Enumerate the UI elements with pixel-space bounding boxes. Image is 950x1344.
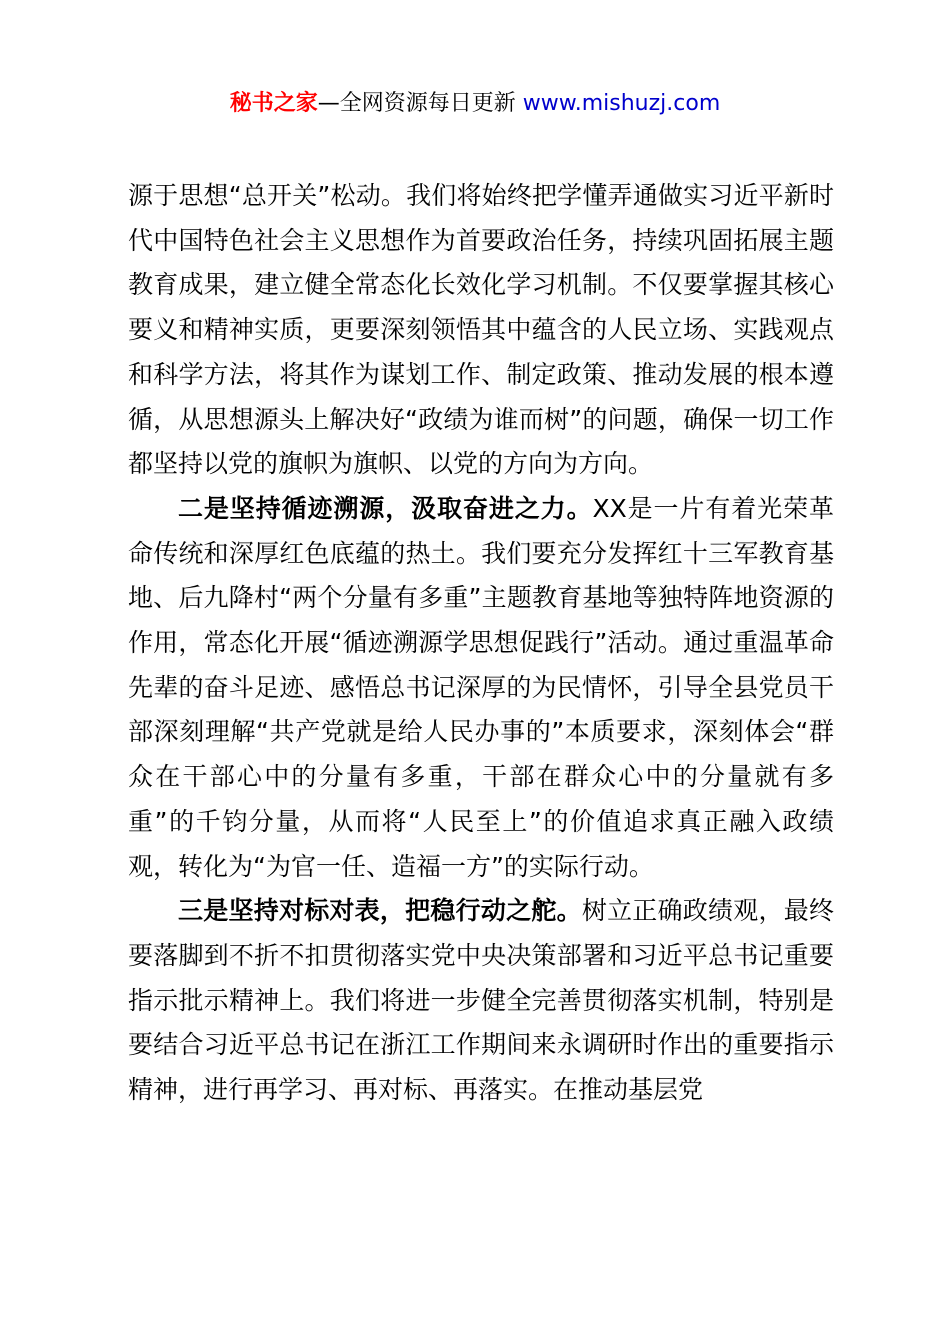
paragraph-2: [128, 487, 834, 889]
paragraph-3-text: 树立正确政绩观，最终要落脚到不折不扣贯彻落实党中央决策部署和习近平总书记重要指示批示精神上。我们将进一步健全完善贯彻落实机制，特别是要结合习近平总书记在浙江工作期间来永调研时作出的重要指示精神，进行再学习、再对标、再落实。在推动基层党: [128, 896, 834, 1105]
paragraph-1-text: 源于思想“总开关”松动。我们将始终把学懂弄通做实习近平新时代中国特色社会主义思想作为首要政治任务，持续巩固拓展主题教育成果，建立健全常态化长效化学习机制。不仅要掌握其核心要义和精神实质，更要深刻领悟其中蕴含的人民立场、实践观点和科学方法，将其作为谋划工作、制定政策、推动发展的根本遵循，从思想源头上解决好“政绩为谁而树”的问题，确保一切工作都坚持以党的旗帜为旗帜、以党的方向为方向。: [128, 181, 834, 479]
header-tagline: —全网资源每日更新: [317, 91, 523, 116]
header-url: www.mishuzj.com: [522, 91, 721, 116]
paragraph-2-text: XX是一片有着光荣革命传统和深厚红色底蕴的热土。我们要充分发挥红十三军教育基地、后九降村“两个分量有多重”主题教育基地等独特阵地资源的作用，常态化开展“循迹溯源学思想促践行”活动。通过重温革命先辈的奋斗足迹、感悟总书记深厚的为民情怀，引导全县党员干部深刻理解“共产党就是给人民办事的”本质要求，深刻体会“群众在干部心中的分量有多重，干部在群众心中的分量就有多重”的千钧分量，从而将“人民至上”的价值追求真正融入政绩观，转化为“为官一任、造福一方”的实际行动。: [128, 493, 834, 881]
header-brand: 秘书之家: [229, 91, 318, 116]
body-text: [128, 174, 834, 1113]
paragraph-1: [128, 174, 834, 487]
paragraph-3: [128, 889, 834, 1113]
page-header: [0, 88, 950, 120]
paragraph-2-lead: 二是坚持循迹溯源，汲取奋进之力。: [178, 493, 593, 523]
paragraph-3-lead: 三是坚持对标对表，把稳行动之舵。: [178, 896, 582, 926]
